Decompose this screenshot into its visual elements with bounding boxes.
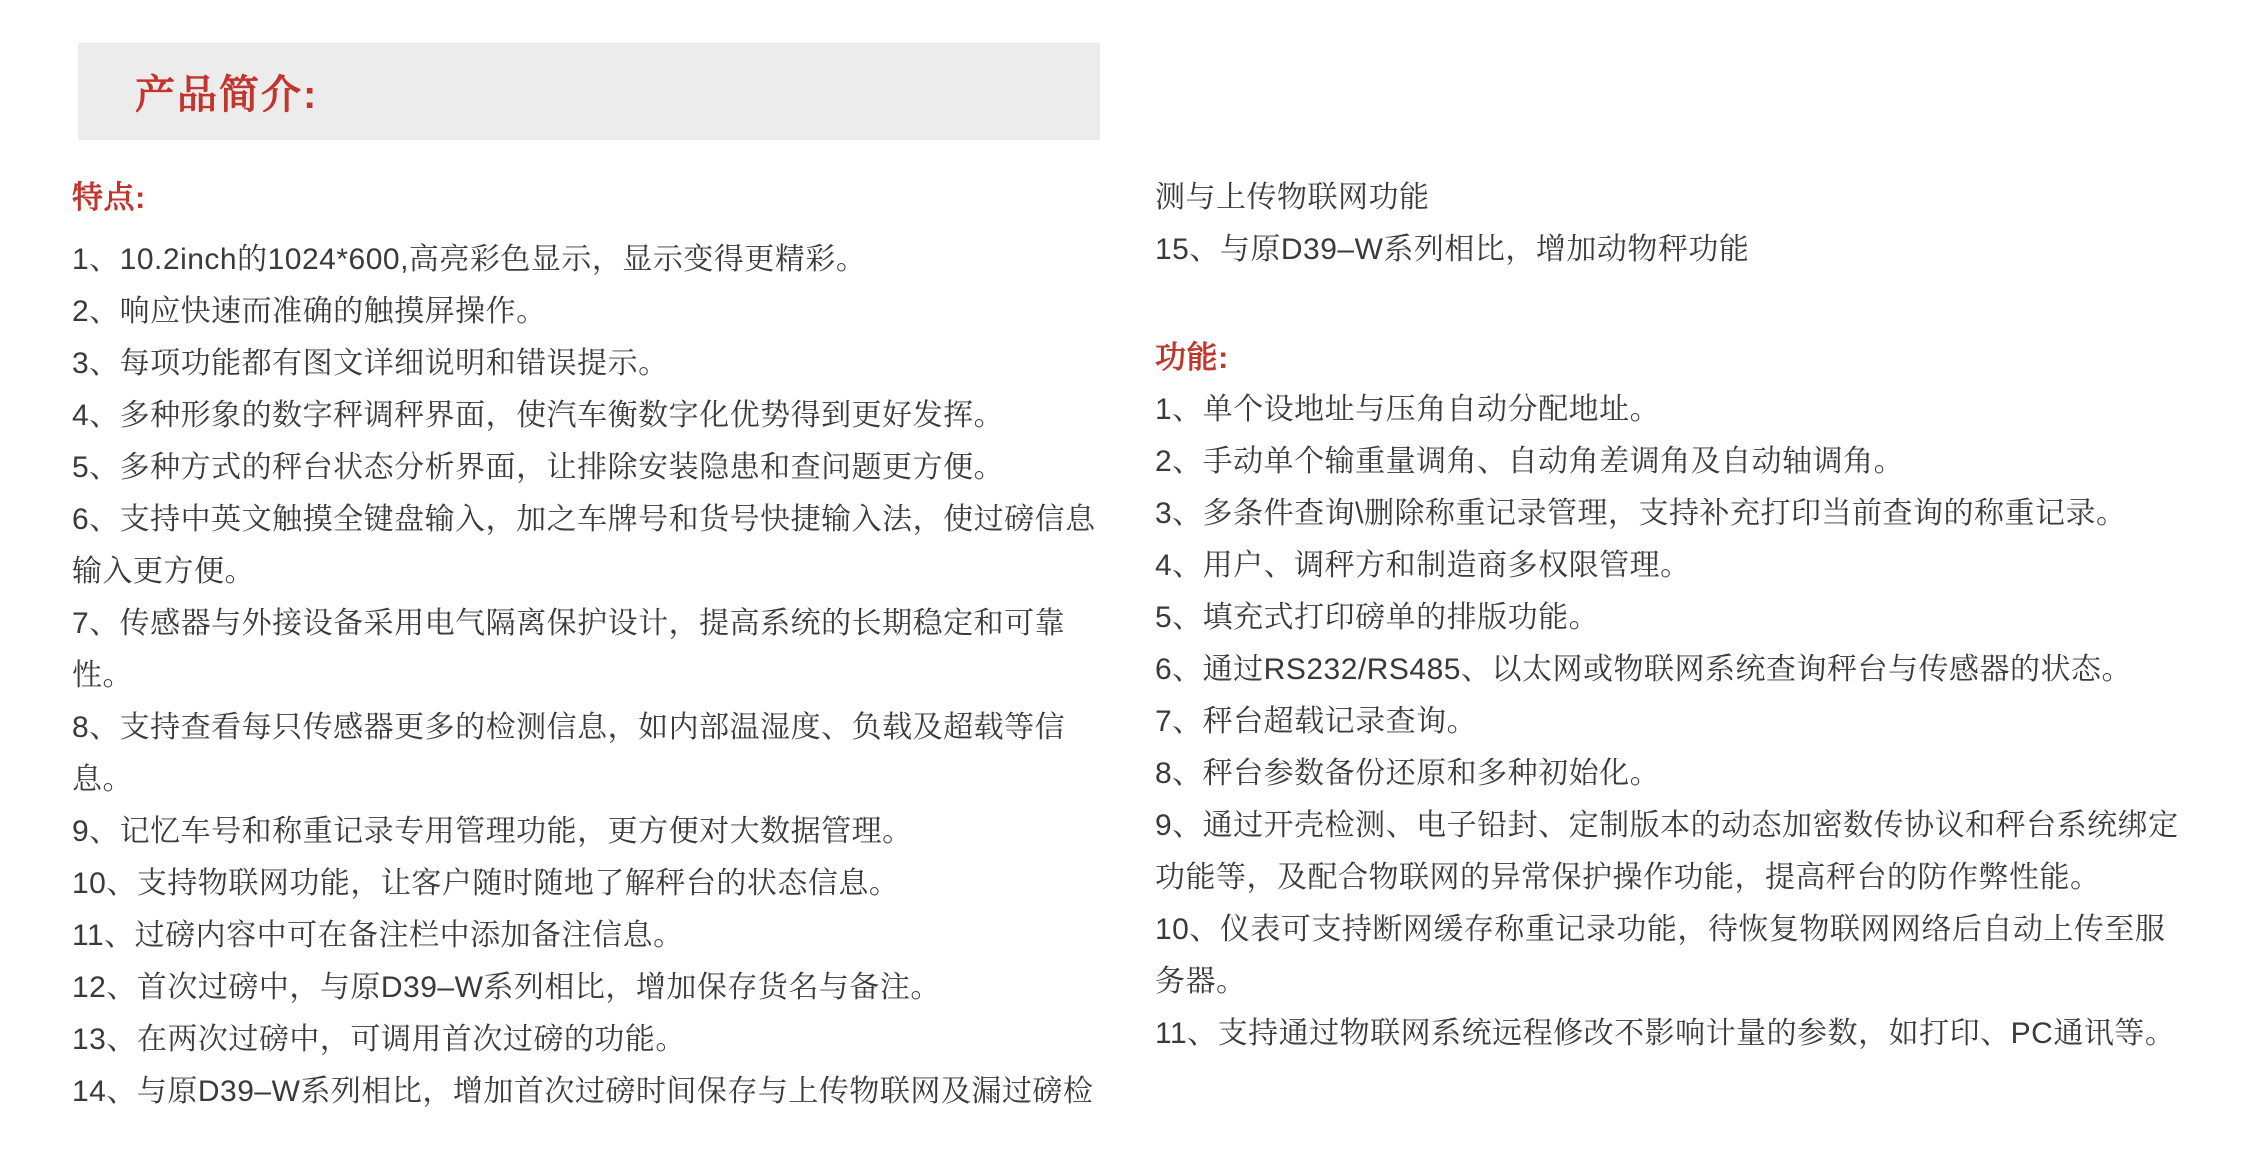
page-title: 产品简介: — [135, 73, 319, 117]
function-item: 10、仪表可支持断网缓存称重记录功能，待恢复物联网网络后自动上传至服务器。 — [1155, 913, 2166, 998]
features-heading: 特点: — [72, 180, 146, 215]
features-column — [72, 172, 1104, 1118]
function-item: 5、填充式打印磅单的排版功能。 — [1155, 601, 1600, 634]
function-item: 8、秤台参数备份还原和多种初始化。 — [1155, 757, 1661, 790]
function-item: 1、单个设地址与压角自动分配地址。 — [1155, 393, 1661, 426]
feature-item: 7、传感器与外接设备采用电气隔离保护设计，提高系统的长期稳定和可靠性。 — [72, 607, 1066, 692]
feature-item: 10、支持物联网功能，让客户随时随地了解秤台的状态信息。 — [72, 867, 900, 900]
feature-item: 14、与原D39–W系列相比，增加首次过磅时间保存与上传物联网及漏过磅检 — [72, 1075, 1094, 1108]
feature-item: 6、支持中英文触摸全键盘输入，加之车牌号和货号快捷输入法，使过磅信息输入更方便。 — [72, 503, 1096, 588]
feature-item: 1、10.2inch的1024*600,高亮彩色显示，显示变得更精彩。 — [72, 243, 867, 276]
feature-item-14-continuation: 测与上传物联网功能 — [1155, 181, 1430, 214]
function-item: 9、通过开壳检测、电子铅封、定制版本的动态加密数传协议和秤台系统绑定功能等，及配合物联网的异常保护操作功能，提高秤台的防作弊性能。 — [1155, 809, 2179, 894]
feature-item: 15、与原D39–W系列相比，增加动物秤功能 — [1155, 233, 1750, 266]
section-banner — [78, 43, 1100, 140]
function-item: 3、多条件查询\删除称重记录管理，支持补充打印当前查询的称重记录。 — [1155, 497, 2127, 530]
feature-item: 5、多种方式的秤台状态分析界面，让排除安装隐患和查问题更方便。 — [72, 451, 1005, 484]
function-item: 2、手动单个输重量调角、自动角差调角及自动轴调角。 — [1155, 445, 1905, 478]
feature-item: 12、首次过磅中，与原D39–W系列相比，增加保存货名与备注。 — [72, 971, 941, 1004]
function-item: 4、用户、调秤方和制造商多权限管理。 — [1155, 549, 1691, 582]
feature-item: 4、多种形象的数字秤调秤界面，使汽车衡数字化优势得到更好发挥。 — [72, 399, 1005, 432]
function-item: 6、通过RS232/RS485、以太网或物联网系统查询秤台与传感器的状态。 — [1155, 653, 2132, 686]
functions-heading: 功能: — [1155, 340, 1229, 375]
feature-item: 13、在两次过磅中，可调用首次过磅的功能。 — [72, 1023, 686, 1056]
function-item: 11、支持通过物联网系统远程修改不影响计量的参数，如打印、PC通讯等。 — [1155, 1017, 2176, 1050]
feature-item: 11、过磅内容中可在备注栏中添加备注信息。 — [72, 919, 684, 952]
function-item: 7、秤台超载记录查询。 — [1155, 705, 1478, 738]
feature-item: 3、每项功能都有图文详细说明和错误提示。 — [72, 347, 669, 380]
functions-column — [1155, 172, 2187, 1060]
feature-item: 9、记忆车号和称重记录专用管理功能，更方便对大数据管理。 — [72, 815, 913, 848]
feature-item: 8、支持查看每只传感器更多的检测信息，如内部温湿度、负载及超载等信息。 — [72, 711, 1066, 796]
feature-item: 2、响应快速而准确的触摸屏操作。 — [72, 295, 547, 328]
